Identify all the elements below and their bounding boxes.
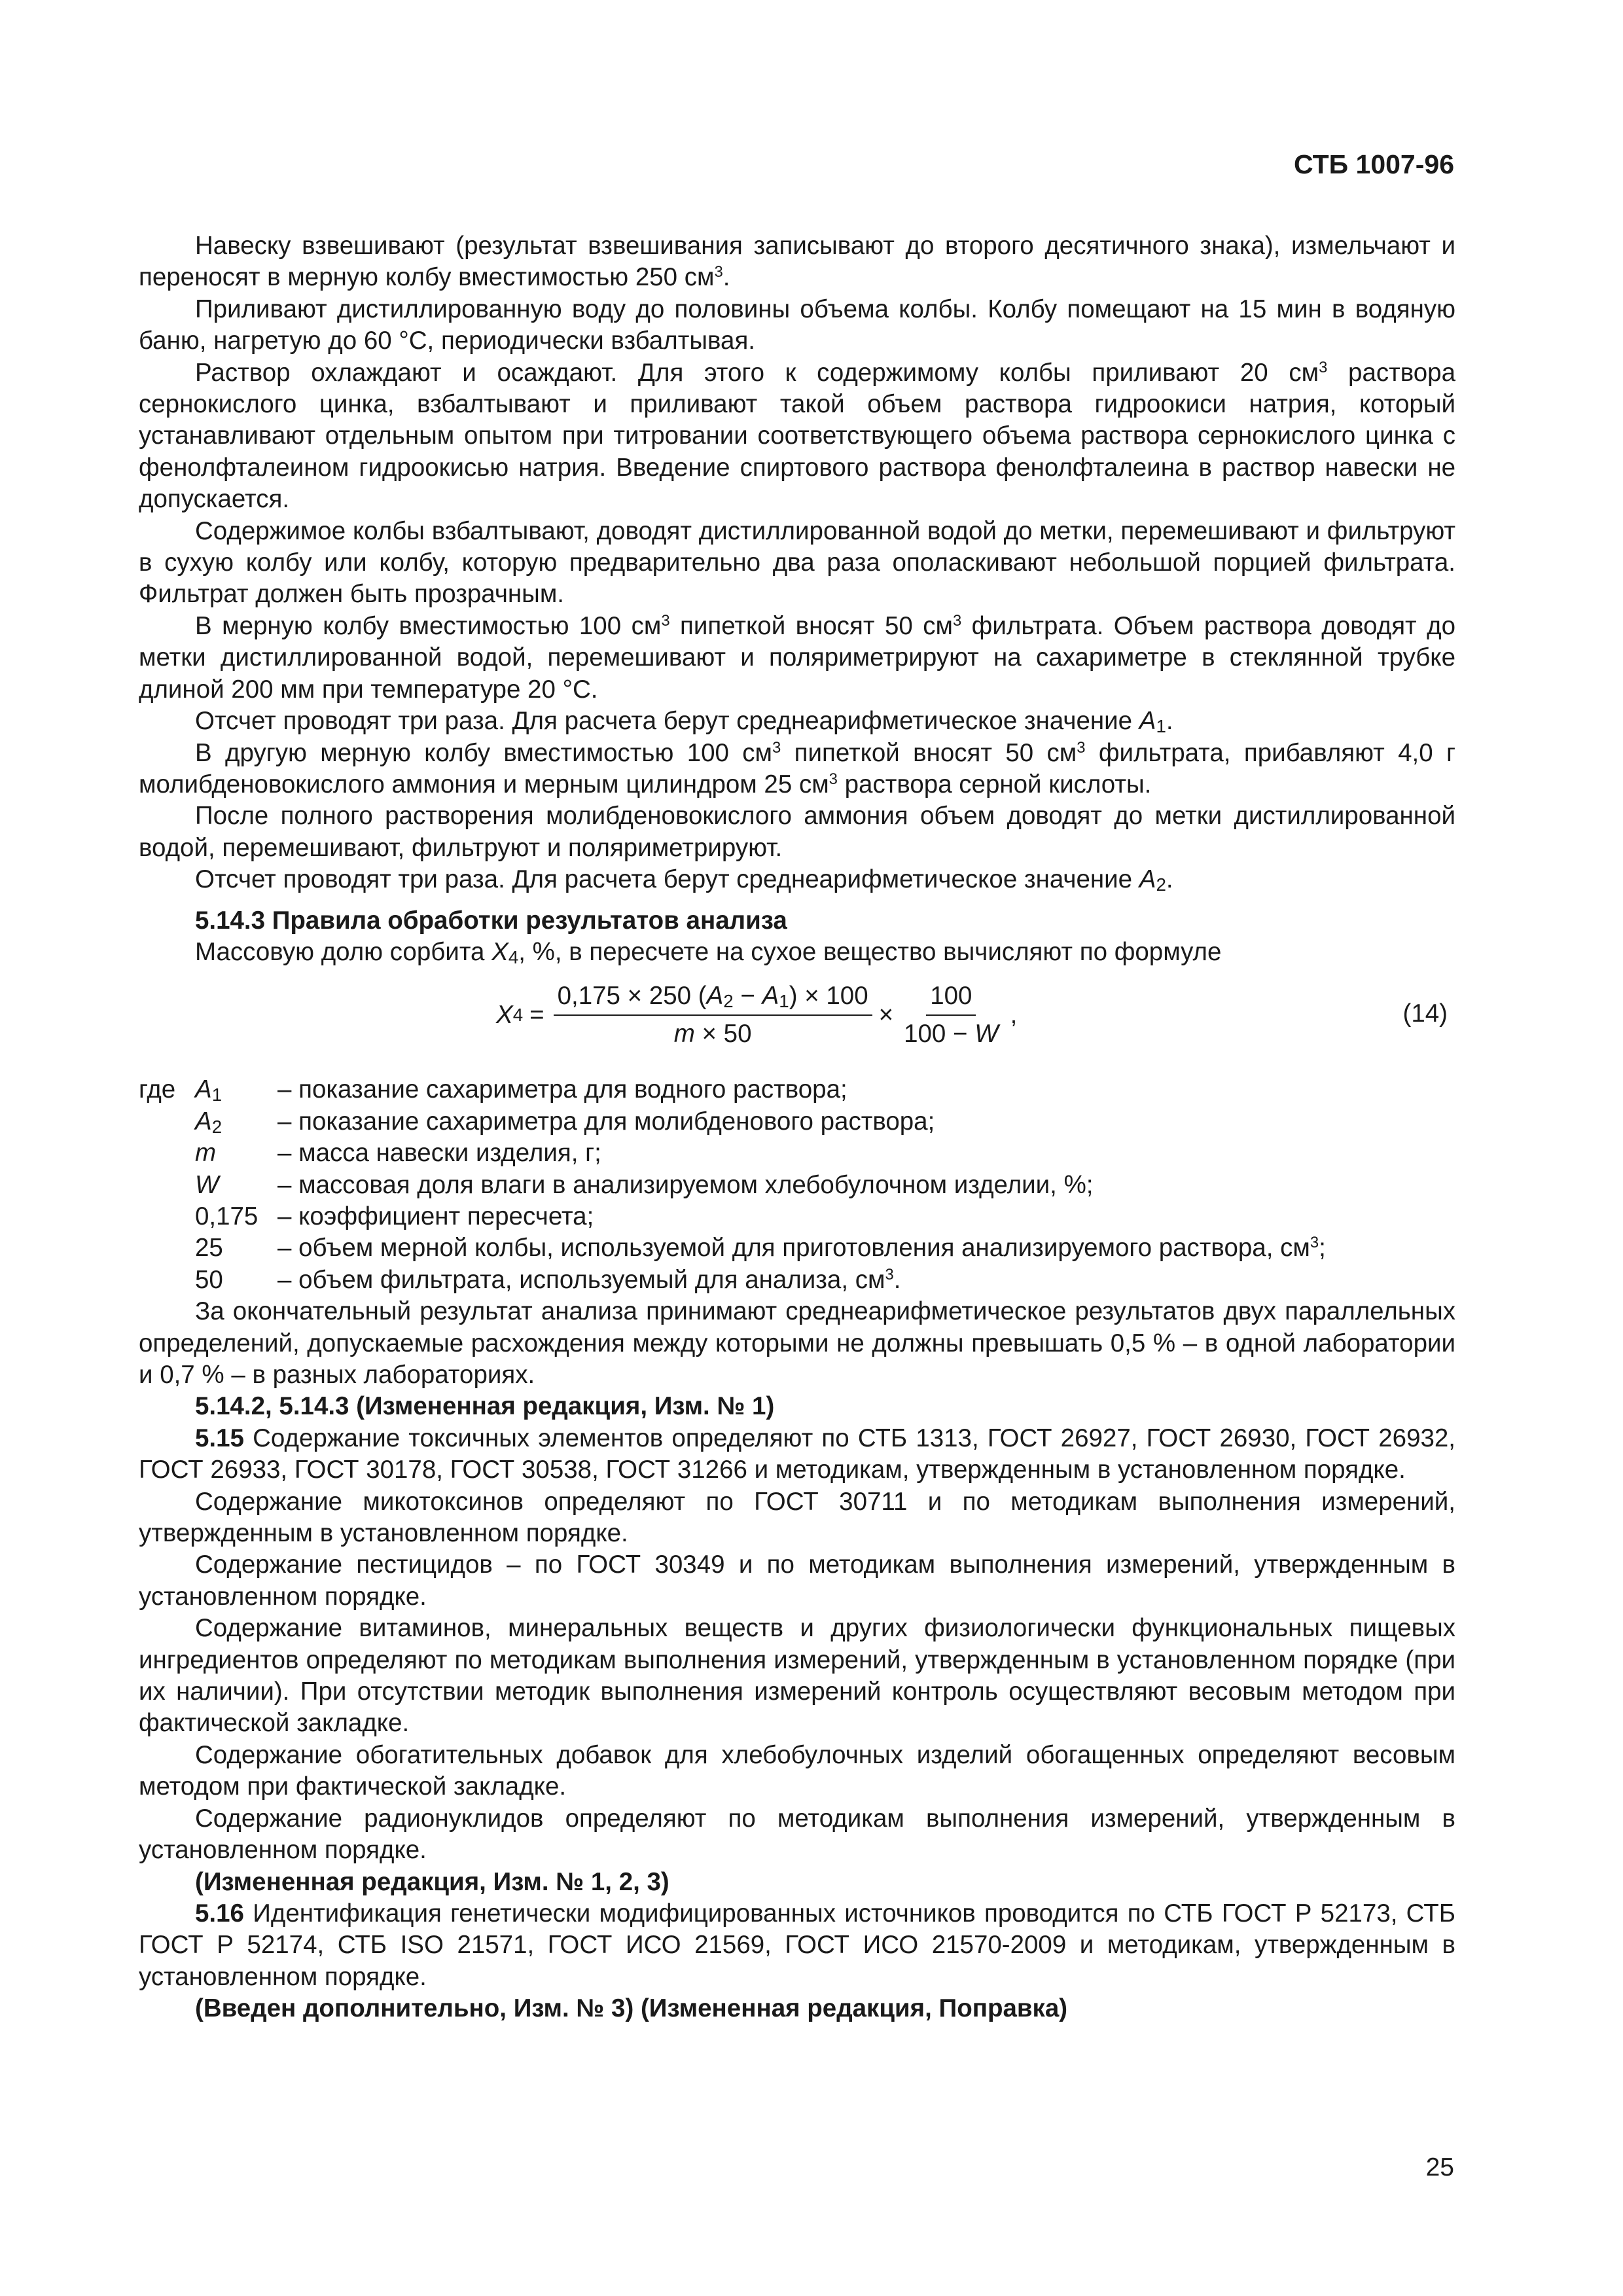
definition-row: 50 – объем фильтрата, используемый для анализа, $см^3$.: [195, 1265, 901, 1294]
fraction-numerator: 0,175 × 250 (A2 − A1) × 100: [554, 980, 872, 1016]
formula-14: X 4 = $\frac{0,175 \times 250 (A2 - A1) \times 100}{m \times 50}$ × $\frac{100}{100 - W}$ ,: [496, 972, 1017, 1058]
amendment-note-2: (Измененная редакция, Изм. № 1, 2, 3): [195, 1867, 669, 1896]
page-body: [139, 230, 1455, 2025]
paragraph-precipitation: Раствор охлаждают и осаждают. Для этого к содержимому колбы приливают 20 $см^3$ раствора сернокислого цинка, взбалтывают и приливают такой объем раствора гидроокиси натрия, который устанавливают отдельным опытом при титровании соответствующего объема раствора сернокислого цинка с фенолфталеином гидроокисью натрия. Введение спиртового раствора фенолфталеина в раствор навески не допускается.: [139, 358, 1455, 514]
definition-row: где A1 – показание сахариметра для водного раствора;: [139, 1075, 847, 1105]
paragraph-final-result: За окончательный результат анализа принимают среднеарифметическое результатов двух параллельных определений, допускаемые расхождения между которыми не должны превышать 0,5 % – в одной лаборатории и 0,7 % – в разных лабораториях.: [139, 1297, 1455, 1389]
paragraph-dissolution: После полного растворения молибденовокислого аммония объем доводят до метки дистиллированной водой, перемешивают, фильтруют и поляриметрируют.: [139, 802, 1455, 862]
paragraph-additives: Содержание обогатительных добавок для хлебобулочных изделий обогащенных определяют весовым методом при фактической закладке.: [139, 1740, 1455, 1801]
definition-row: A2 – показание сахариметра для молибденового раствора;: [195, 1107, 935, 1137]
fraction-denominator: m × 50: [673, 1020, 752, 1049]
paragraph-reading-a2: Отсчет проводят три раза. Для расчета берут среднеарифметическое значение A2.: [195, 865, 1173, 895]
paragraph-mycotoxins: Содержание микотоксинов определяют по ГОСТ 30711 и по методикам выполнения измерений, утвержденным в установленном порядке.: [139, 1487, 1455, 1548]
definition-row: m – масса навески изделия, г;: [195, 1139, 601, 1168]
paragraph-pesticides: Содержание пестицидов – по ГОСТ 30349 и по методикам выполнения измерений, утвержденным в установленном порядке.: [139, 1551, 1455, 1611]
amendment-note-1: 5.14.2, 5.14.3 (Измененная редакция, Изм. № 1): [195, 1392, 775, 1421]
paragraph-filtering: Содержимое колбы взбалтывают, доводят дистиллированной водой до метки, перемешивают и фильтруют в сухую колбу или колбу, которую предварительно два раза ополаскивают небольшой порцией фильтрата. Фильтрат должен быть прозрачным.: [139, 516, 1455, 609]
paragraph-vitamins: Содержание витаминов, минеральных веществ и других физиологически функциональных пищевых ингредиентов определяют по методикам выполнения измерений, утвержденным в установленном порядке (при их наличии). При отсутствии методик выполнения измерений контроль осуществляют весовым методом при фактической закладке.: [139, 1614, 1455, 1738]
section-heading-5-14-3: 5.14.3 Правила обработки результатов анализа: [195, 906, 787, 935]
fraction-dry-matter: $\frac{100}{100 - W}$: [904, 981, 999, 1049]
paragraph-radionuclides: Содержание радионуклидов определяют по методикам выполнения измерений, утвержденным в установленном порядке.: [139, 1804, 1455, 1865]
document-code: СТБ 1007-96: [1294, 149, 1454, 179]
fraction-main: [554, 980, 872, 1050]
paragraph-weighing: Навеску взвешивают (результат взвешивания записывают до второго десятичного знака), измельчают и переносят в мерную колбу вместимостью 250 $см^3$.: [139, 232, 1455, 292]
paragraph-reading-a1: Отсчет проводят три раза. Для расчета берут среднеарифметическое значение A1.: [195, 707, 1173, 737]
variable-definitions: [139, 1074, 1455, 1296]
amendment-note-3: (Введен дополнительно, Изм. № 3) (Измененная редакция, Поправка): [195, 1994, 1068, 2023]
paragraph-5-15: 5.15 Содержание токсичных элементов определяют по СТБ 1313, ГОСТ 26927, ГОСТ 26930, ГОСТ 26932, ГОСТ 26933, ГОСТ 30178, ГОСТ 30538, ГОСТ 31266 и методикам, утвержденным в установленном порядке.: [139, 1424, 1455, 1484]
equation-number: (14): [1402, 999, 1448, 1028]
paragraph-polarimetry: В мерную колбу вместимостью 100 $см^3$ пипеткой вносят 50 $см^3$ фильтрата. Объем раствора доводят до метки дистиллированной водой, перемешивают и поляриметрируют на сахариметре в стеклянной трубке длиной 200 мм при температуре 20 °С.: [139, 611, 1456, 704]
paragraph-5-16: 5.16 Идентификация генетически модифицированных источников проводится по СТБ ГОСТ Р 52173, СТБ ГОСТ Р 52174, СТБ ISO 21571, ГОСТ ИСО 21569, ГОСТ ИСО 21570-2009 и методикам, утвержденным в установленном порядке.: [139, 1899, 1455, 1991]
formula-block: [139, 972, 1455, 1058]
page-number: 25: [1425, 2153, 1454, 2181]
paragraph-water-bath: Приливают дистиллированную воду до половины объема колбы. Колбу помещают на 15 мин в водяную баню, нагретую до 60 °С, периодически взбалтывая.: [139, 295, 1455, 355]
paragraph-molybdenum: В другую мерную колбу вместимостью 100 $см^3$ пипеткой вносят 50 $см^3$ фильтрата, прибавляют 4,0 г молибденовокислого аммония и мерным цилиндром 25 $см^3$ раствора серной кислоты.: [139, 738, 1455, 798]
definition-row: 25 – объем мерной колбы, используемой для приготовления анализируемого раствора, $см^3$;: [195, 1234, 1326, 1263]
formula-intro: Массовую долю сорбита X4, %, в пересчете на сухое вещество вычисляют по формуле: [195, 937, 1222, 967]
definition-row: W – массовая доля влаги в анализируемом хлебобулочном изделии, %;: [195, 1170, 1094, 1199]
definition-row: 0,175 – коэффициент пересчета;: [195, 1202, 594, 1230]
